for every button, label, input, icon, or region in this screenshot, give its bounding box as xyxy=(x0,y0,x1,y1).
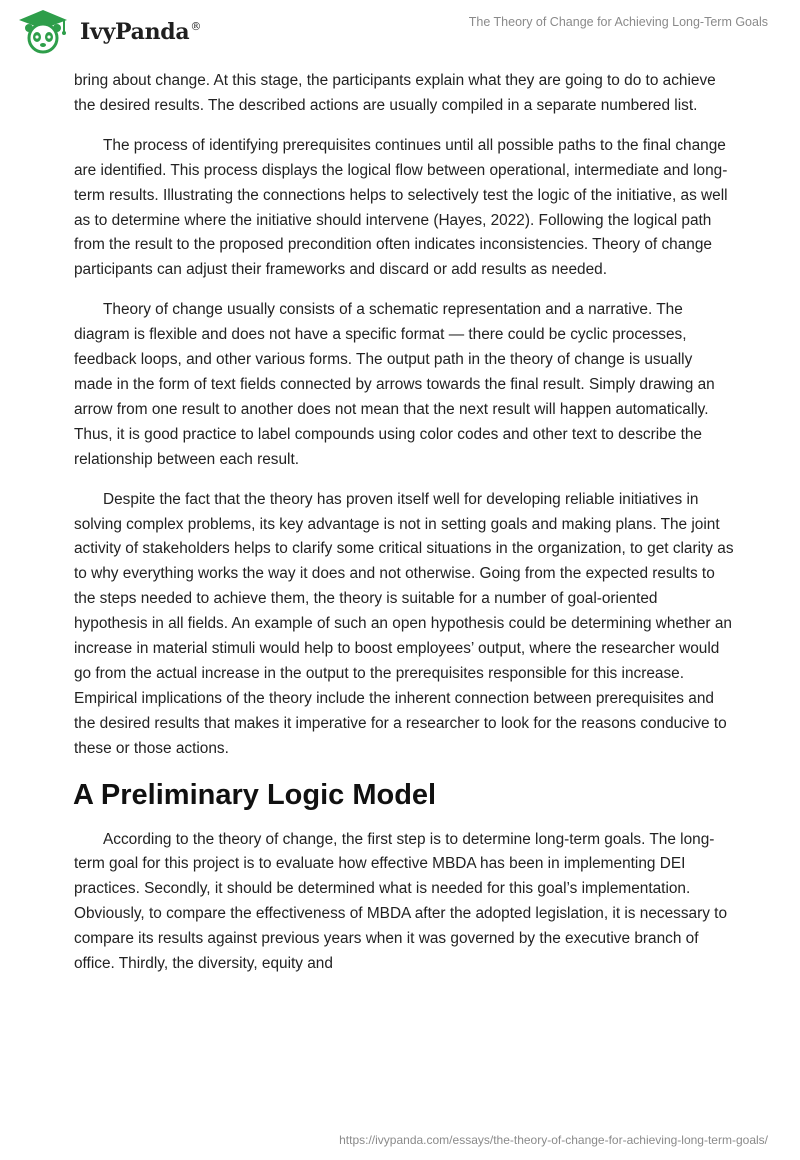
source-url[interactable]: https://ivypanda.com/essays/the-theory-of-change-for-achieving-long-term-goals/ xyxy=(339,1133,768,1147)
brand-name: IvyPanda® xyxy=(80,19,202,45)
document-title: The Theory of Change for Achieving Long-Term Goals xyxy=(468,15,768,29)
ivypanda-logo[interactable] xyxy=(14,8,201,56)
paragraph-2: The process of identifying prerequisites continues until all possible paths to the final change are identified. This process displays the logical flow between operational, intermediate and long-term results. Illustrating the connections helps to selectively test the logic of the initiative, as well as to determine where the initiative should intervene (Hayes, 2022). Following the logical path from the result to the proposed precondition often indicates inconsistencies. Theory of change participants can adjust their frameworks and discard or add results as needed. xyxy=(74,136,728,279)
panda-logo-icon xyxy=(14,8,72,56)
paragraph-3: Theory of change usually consists of a schematic representation and a narrative. The diagram is flexible and does not have a specific format — there could be cyclic processes, feedback loops, and other various forms. The output path in the theory of change is usually made in the form of text fields connected by arrows towards the final result. Simply drawing an arrow from one result to another does not mean that the next result will happen automatically. Thus, it is good practice to label compounds using color codes and other text to describe the relationship between each result. xyxy=(74,301,715,468)
page-header xyxy=(0,0,800,70)
essay-body xyxy=(74,69,734,992)
paragraph-5: According to the theory of change, the first step is to determine long-term goals. The long-term goal for this project is to evaluate how effective MBDA has been in implementing DEI practices. Secondly, it should be determined what is needed for this goal’s implementation. Obviously, to compare the effectiveness of MBDA after the adopted legislation, it is necessary to compare its results against previous years when it was governed by the executive branch of office. Thirdly, the diversity, equity and xyxy=(74,830,728,973)
section-heading: A Preliminary Logic Model xyxy=(73,778,437,811)
paragraph-4: Despite the fact that the theory has proven itself well for developing reliable initiatives in solving complex problems, its key advantage is not in setting goals and making plans. The joint activity of stakeholders helps to clarify some critical situations in the organization, to get clarity as to why everything works the way it does and not otherwise. Going from the expected results to the steps needed to achieve them, the theory is suitable for a number of goal-oriented hypothesis in all fields. An example of such an open hypothesis could be determining whether an increase in material stimuli would help to boost employees’ output, where the researcher would go from the actual increase in the output to the prerequisites responsible for this increase. Empirical implications of the theory include the inherent connection between prerequisites and the desired results that makes it imperative for a researcher to look for the reasons conducive to these or those actions. xyxy=(74,490,734,757)
paragraph-1: bring about change. At this stage, the participants explain what they are going to do to achieve the desired results. The described actions are usually compiled in a separate numbered list. xyxy=(74,72,716,114)
